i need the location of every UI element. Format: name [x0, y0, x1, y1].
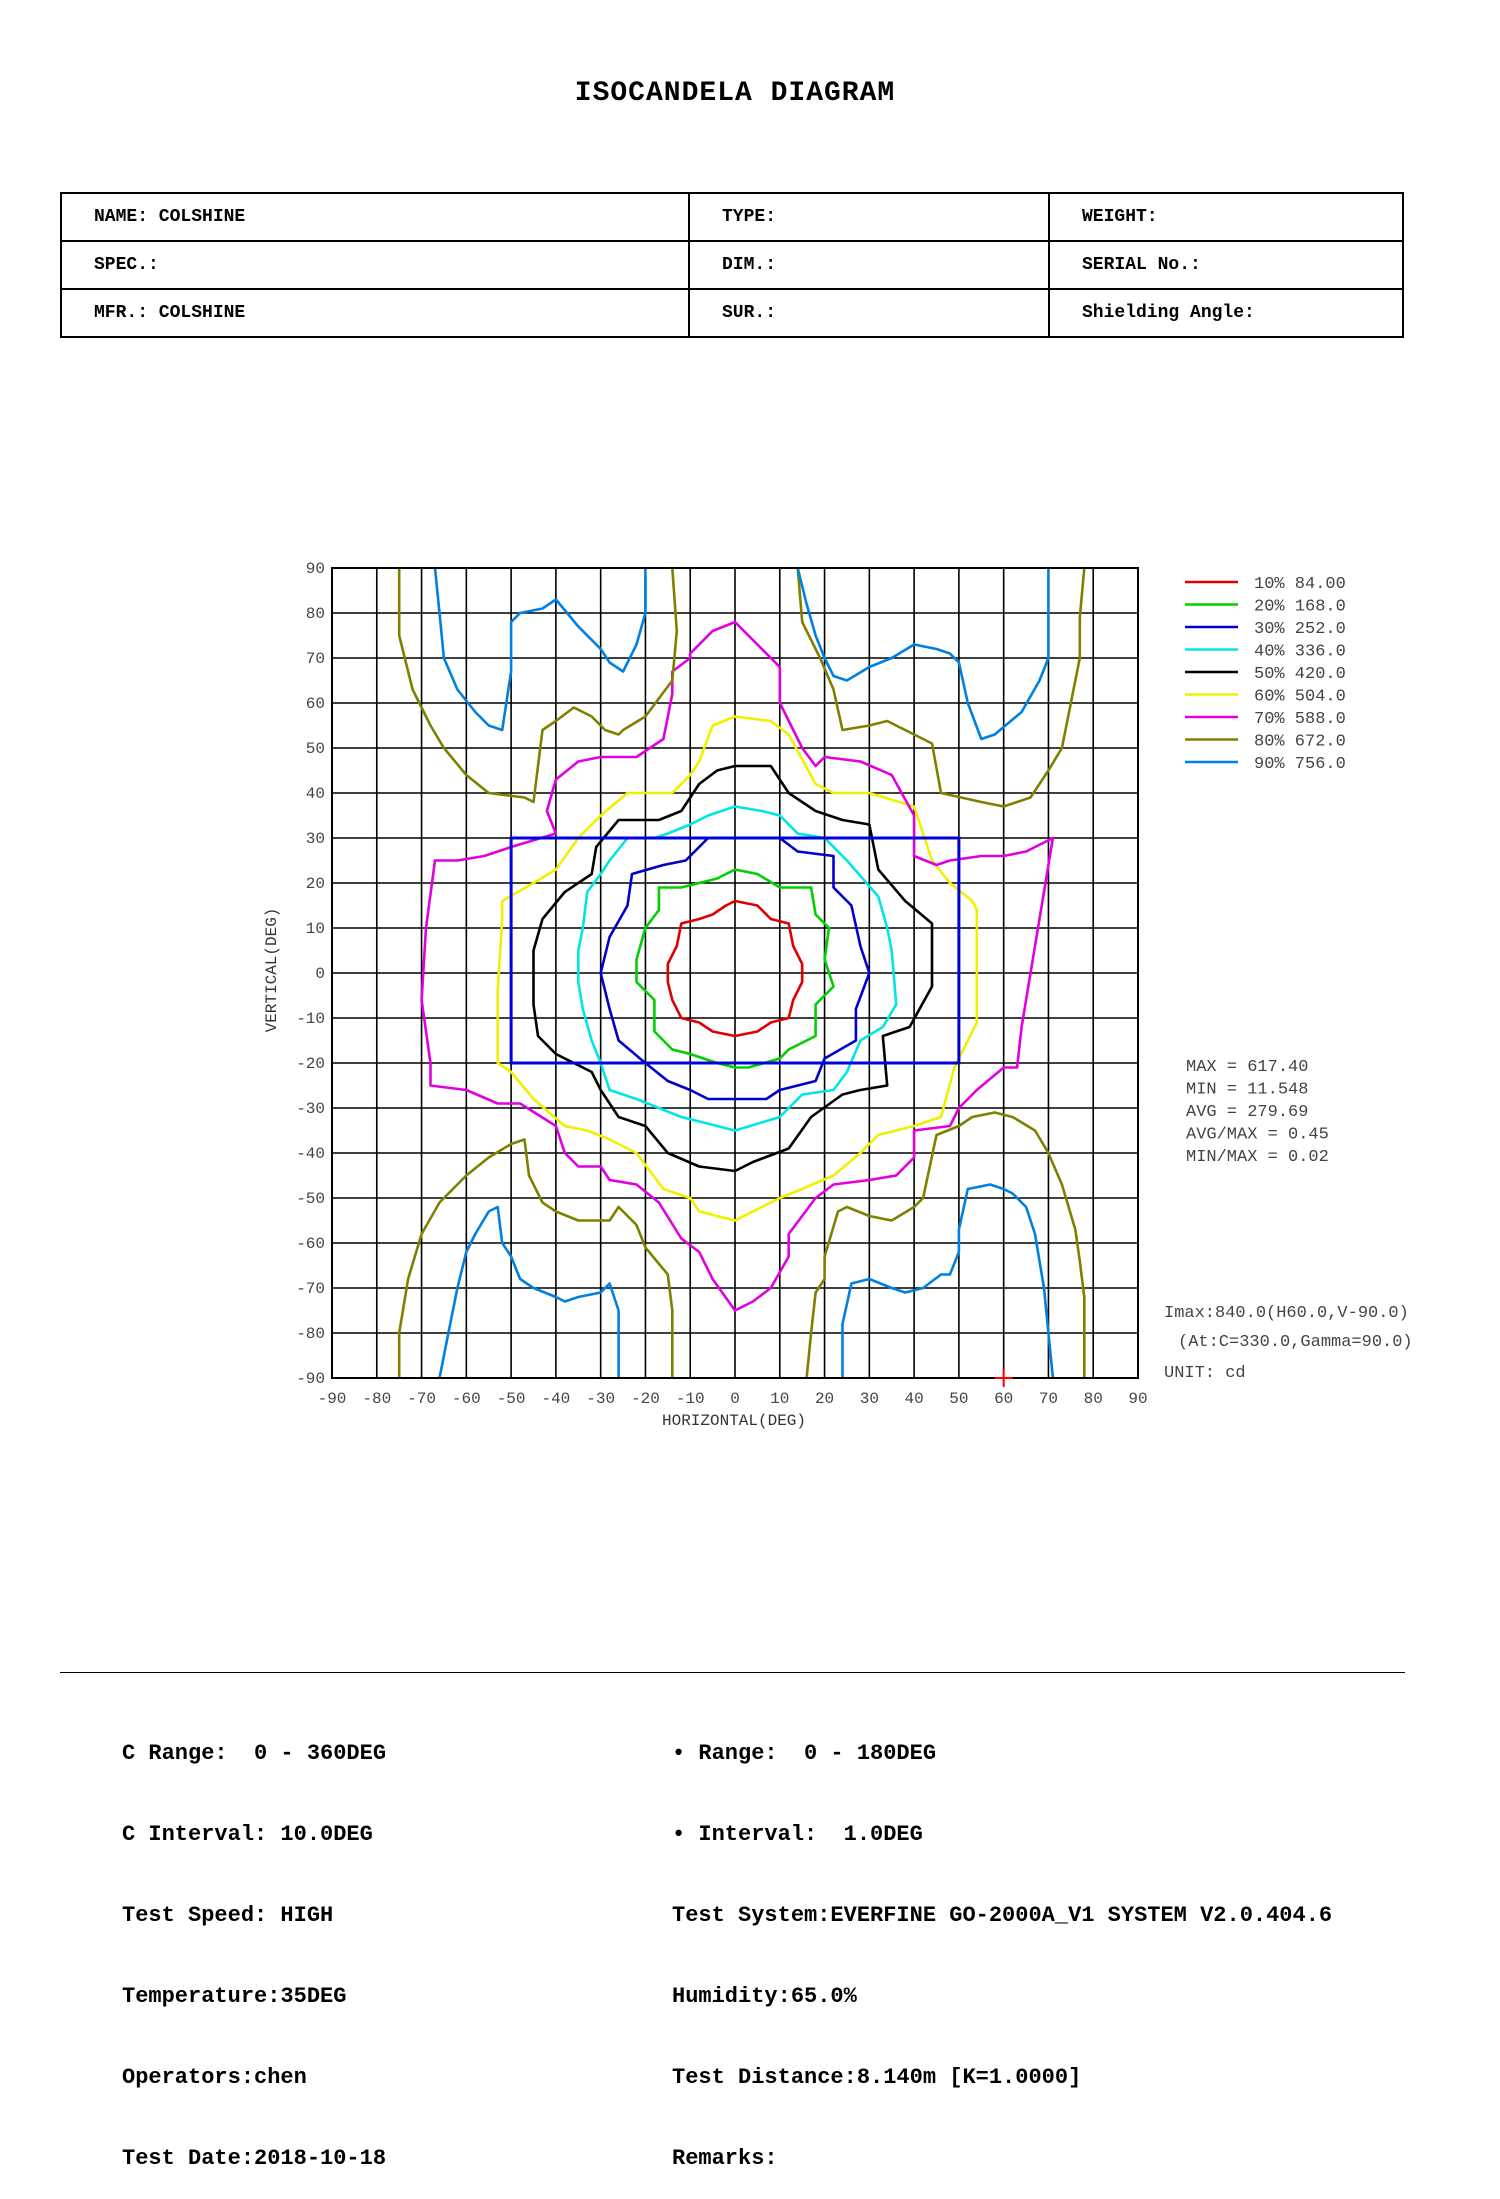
stats-line: MIN = 11.548 — [1186, 1080, 1309, 1100]
y-tick-label: 40 — [305, 785, 325, 803]
imax-block — [1164, 1304, 1413, 1383]
imax-line: (At:C=330.0,Gamma=90.0) — [1178, 1333, 1413, 1352]
legend-label: 70% 588.0 — [1254, 710, 1346, 729]
x-tick-label: -50 — [496, 1390, 526, 1408]
x-tick-label: -20 — [631, 1390, 660, 1408]
legend — [1185, 575, 1346, 774]
footer-temperature: Temperature:35DEG — [122, 1984, 347, 2009]
y-tick-label: 60 — [305, 695, 325, 713]
legend-label: 80% 672.0 — [1254, 732, 1346, 752]
x-tick-labels — [318, 1390, 1148, 1408]
contour-line — [578, 807, 896, 1131]
x-tick-label: -10 — [675, 1390, 705, 1408]
footer-remarks: Remarks: — [672, 2146, 778, 2171]
x-tick-label: 10 — [770, 1390, 790, 1408]
y-tick-label: 80 — [305, 605, 325, 623]
contour-line — [798, 568, 1085, 807]
x-axis-label: HORIZONTAL(DEG) — [661, 1412, 807, 1430]
x-tick-label: -90 — [317, 1390, 347, 1408]
contour-line — [798, 568, 1049, 739]
footer-divider — [60, 1672, 1405, 1673]
info-cell-spec: SPEC.: — [61, 241, 689, 289]
x-tick-label: 20 — [814, 1390, 835, 1408]
x-tick-label: -80 — [362, 1390, 392, 1408]
info-cell-shielding-angle: Shielding Angle: — [1049, 289, 1403, 337]
x-tick-label: 90 — [1128, 1390, 1148, 1408]
stats-block — [1186, 1058, 1329, 1167]
imax-line: Imax:840.0(H60.0,V-90.0) — [1164, 1304, 1409, 1323]
x-tick-label: 30 — [859, 1390, 879, 1408]
info-cell-type: TYPE: — [689, 193, 1049, 241]
y-tick-label: 20 — [305, 875, 325, 893]
y-tick-label: -80 — [296, 1325, 325, 1343]
y-tick-label: -90 — [296, 1370, 325, 1388]
contour-line — [534, 766, 933, 1171]
footer-test-date: Test Date:2018-10-18 — [122, 2146, 387, 2171]
x-tick-label: 50 — [949, 1390, 969, 1408]
contour-line — [399, 1140, 672, 1379]
legend-label: 60% 504.0 — [1254, 687, 1346, 707]
x-tick-label: -60 — [451, 1390, 481, 1408]
y-tick-label: -20 — [296, 1055, 325, 1073]
stats-line: AVG = 279.69 — [1186, 1103, 1309, 1122]
y-tick-label: -30 — [296, 1100, 325, 1118]
y-tick-label: 30 — [305, 830, 325, 848]
y-tick-label: 50 — [305, 740, 325, 758]
info-cell-mfr: MFR.: COLSHINE — [61, 289, 689, 337]
x-tick-label: 0 — [730, 1390, 740, 1408]
footer-c-interval: C Interval: 10.0DEG — [122, 1822, 373, 1847]
x-tick-label: -70 — [407, 1390, 436, 1408]
info-cell-sur: SUR.: — [689, 289, 1049, 337]
info-cell-serial: SERIAL No.: — [1049, 241, 1403, 289]
info-cell-name: NAME: COLSHINE — [61, 193, 689, 241]
stats-line: AVG/MAX = 0.45 — [1186, 1125, 1329, 1145]
y-tick-label: 70 — [305, 650, 325, 668]
contour-line — [843, 1185, 1053, 1379]
x-tick-label: -40 — [541, 1390, 571, 1408]
legend-label: 20% 168.0 — [1254, 597, 1346, 617]
legend-label: 30% 252.0 — [1254, 620, 1346, 639]
x-tick-label: 70 — [1038, 1390, 1059, 1408]
contour-line — [399, 568, 677, 802]
y-tick-label: -10 — [296, 1010, 325, 1028]
stats-line: MIN/MAX = 0.02 — [1186, 1148, 1329, 1167]
y-axis-label: VERTICAL(DEG) — [263, 907, 281, 1033]
x-tick-label: 60 — [994, 1390, 1014, 1408]
imax-marker — [995, 1369, 1013, 1387]
footer-gamma-interval: • Interval: 1.0DEG — [672, 1822, 923, 1847]
legend-label: 10% 84.00 — [1254, 575, 1346, 594]
footer-test-distance: Test Distance:8.140m [K=1.0000] — [672, 2065, 1082, 2090]
footer-operators: Operators:chen — [122, 2065, 307, 2090]
legend-label: 90% 756.0 — [1254, 755, 1346, 774]
footer-c-range: C Range: 0 - 360DEG — [122, 1741, 387, 1766]
y-tick-label: -70 — [296, 1280, 325, 1298]
y-tick-label: -40 — [296, 1145, 325, 1163]
footer-right — [672, 1686, 1332, 2199]
contour-line — [498, 717, 977, 1221]
x-tick-label: 80 — [1083, 1390, 1103, 1408]
stats-line: MAX = 617.40 — [1186, 1058, 1309, 1077]
y-tick-label: 10 — [305, 920, 325, 938]
imax-line: UNIT: cd — [1164, 1364, 1246, 1383]
footer-gamma-range: • Range: 0 - 180DEG — [672, 1741, 937, 1766]
chart-grid — [332, 568, 1138, 1378]
footer-left — [122, 1686, 386, 2199]
footer-test-system: Test System:EVERFINE GO-2000A_V1 SYSTEM V2.0.404.6 — [672, 1903, 1333, 1928]
footer-test-speed: Test Speed: HIGH — [122, 1903, 334, 1928]
y-tick-label: -50 — [296, 1190, 325, 1208]
info-cell-weight: WEIGHT: — [1049, 193, 1403, 241]
page-title: ISOCANDELA DIAGRAM — [574, 78, 896, 109]
legend-label: 40% 336.0 — [1254, 642, 1346, 662]
info-cell-dim: DIM.: — [689, 241, 1049, 289]
footer-humidity: Humidity:65.0% — [672, 1984, 857, 2009]
legend-label: 50% 420.0 — [1254, 665, 1346, 684]
y-tick-label: 0 — [315, 965, 325, 983]
x-tick-label: 40 — [904, 1390, 924, 1408]
y-tick-label: 90 — [305, 560, 325, 578]
y-tick-label: -60 — [296, 1235, 325, 1253]
x-tick-label: -30 — [586, 1390, 616, 1408]
y-tick-labels — [296, 560, 325, 1388]
